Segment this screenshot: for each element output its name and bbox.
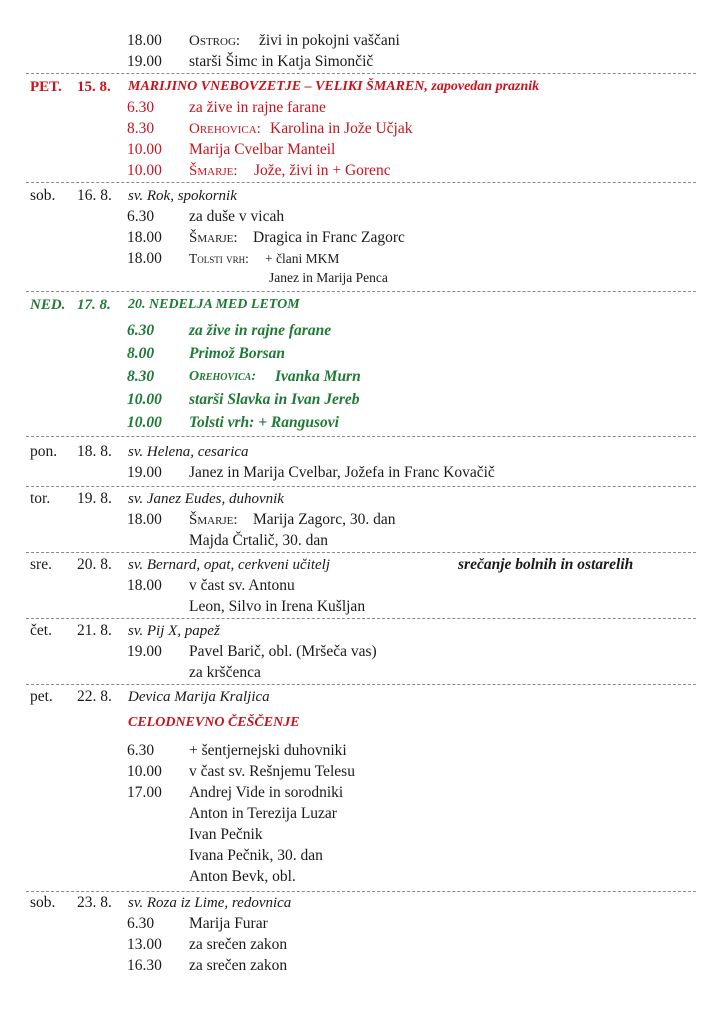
mass-intention: za duše v vicah — [189, 208, 285, 225]
day-feast: sv. Rok, spokornik — [128, 188, 237, 204]
mass-time: 18.00 — [127, 577, 162, 594]
mass-time: 18.00 — [127, 250, 162, 267]
day-subtitle: CELODNEVNO ČEŠČENJE — [128, 715, 300, 730]
mass-intention: živi in pokojni vaščani — [259, 32, 400, 49]
mass-intention: za srečen zakon — [189, 957, 288, 974]
mass-intention: Ivana Pečnik, 30. dan — [189, 847, 323, 864]
day-weekday: pon. — [30, 443, 58, 460]
mass-intention: Ivan Pečnik — [189, 826, 263, 843]
day-date: 23. 8. — [77, 894, 112, 911]
mass-time: 16.30 — [127, 957, 162, 974]
mass-time: 18.00 — [127, 511, 162, 528]
mass-time: 10.00 — [127, 141, 162, 158]
mass-intention: za žive in rajne farane — [189, 322, 332, 339]
mass-intention: Janez in Marija Cvelbar, Jožefa in Franc Kovačič — [189, 464, 495, 481]
mass-time: 18.00 — [127, 229, 162, 246]
row-separator — [26, 618, 696, 619]
mass-intention: v čast sv. Rešnjemu Telesu — [189, 763, 355, 780]
mass-intention: v čast sv. Antonu — [189, 577, 295, 594]
day-weekday: sob. — [30, 894, 56, 911]
mass-intention: za srečen zakon — [189, 936, 288, 953]
mass-time: 10.00 — [127, 391, 162, 408]
mass-time: 18.00 — [127, 32, 162, 49]
mass-time: 19.00 — [127, 53, 162, 70]
mass-intention: Ivanka Murn — [275, 368, 361, 385]
day-date: 20. 8. — [77, 556, 112, 573]
mass-intention: Leon, Silvo in Irena Kušljan — [189, 598, 366, 615]
day-weekday: NED. — [30, 297, 66, 313]
mass-intention: Dragica in Franc Zagorc — [253, 229, 405, 246]
mass-time: 8.30 — [127, 120, 155, 137]
row-separator — [26, 291, 696, 292]
mass-time: 6.30 — [127, 322, 155, 339]
day-date: 16. 8. — [77, 187, 112, 204]
mass-time: 10.00 — [127, 414, 162, 431]
mass-place: Šmarje: — [189, 512, 238, 528]
day-feast: 20. NEDELJA MED LETOM — [128, 297, 300, 312]
mass-intention: starši Slavka in Ivan Jereb — [189, 391, 360, 408]
mass-intention: Marija Zagorc, 30. dan — [253, 511, 396, 528]
mass-intention: Anton in Terezija Luzar — [189, 805, 337, 822]
row-separator — [26, 552, 696, 553]
row-separator — [26, 486, 696, 487]
day-weekday: sre. — [30, 556, 52, 573]
mass-time: 17.00 — [127, 784, 162, 801]
day-feast: sv. Pij X, papež — [128, 623, 220, 639]
row-separator — [26, 684, 696, 685]
mass-intention: Pavel Barič, obl. (Mršeča vas) — [189, 643, 377, 660]
mass-intention: Anton Bevk, obl. — [189, 868, 296, 885]
mass-intention: Majda Črtalič, 30. dan — [189, 532, 329, 549]
mass-time: 6.30 — [127, 208, 155, 225]
day-feast: sv. Roza iz Lime, redovnica — [128, 895, 292, 911]
mass-place: Tolsti vrh: — [189, 251, 249, 266]
mass-time: 8.00 — [127, 345, 155, 362]
mass-intention-extra: Janez in Marija Penca — [269, 270, 388, 285]
mass-intention: + šentjernejski duhovniki — [189, 742, 347, 759]
day-date: 19. 8. — [77, 490, 112, 507]
mass-intention: Primož Borsan — [189, 345, 286, 362]
mass-time: 10.00 — [127, 763, 162, 780]
mass-intention: starši Šimc in Katja Simončič — [189, 53, 374, 70]
mass-place: Ostrog: — [189, 33, 241, 49]
mass-time: 10.00 — [127, 162, 162, 179]
mass-intention: Tolsti vrh: + Rangusovi — [189, 414, 339, 431]
day-feast: Devica Marija Kraljica — [128, 689, 270, 705]
mass-time: 19.00 — [127, 643, 162, 660]
mass-time: 8.30 — [127, 368, 155, 385]
day-weekday: PET. — [30, 79, 62, 95]
mass-time: 6.30 — [127, 742, 155, 759]
row-separator — [26, 182, 696, 183]
day-note: srečanje bolnih in ostarelih — [458, 556, 634, 573]
row-separator — [26, 436, 696, 437]
day-feast: MARIJINO VNEBOVZETJE – VELIKI ŠMAREN, zapovedan praznik — [128, 79, 540, 94]
mass-intention: Jože, živi in + Gorenc — [254, 162, 391, 179]
mass-intention: + člani MKM — [265, 251, 340, 266]
mass-place: Šmarje: — [189, 230, 238, 246]
mass-time: 6.30 — [127, 99, 155, 116]
row-separator — [26, 891, 696, 892]
day-date: 21. 8. — [77, 622, 112, 639]
day-weekday: tor. — [30, 490, 51, 507]
row-separator — [26, 73, 696, 74]
mass-time: 6.30 — [127, 915, 155, 932]
mass-intention: Marija Furar — [189, 915, 268, 932]
mass-place: Šmarje: — [189, 163, 238, 179]
mass-intention: Marija Cvelbar Manteil — [189, 141, 336, 158]
mass-place: Orehovica: — [189, 121, 261, 137]
day-feast: sv. Janez Eudes, duhovnik — [128, 491, 284, 507]
day-date: 15. 8. — [77, 79, 111, 95]
mass-time: 19.00 — [127, 464, 162, 481]
mass-intention: Andrej Vide in sorodniki — [189, 784, 344, 801]
mass-time: 13.00 — [127, 936, 162, 953]
day-weekday: pet. — [30, 688, 53, 705]
day-weekday: sob. — [30, 187, 56, 204]
mass-intention: za krščenca — [189, 664, 261, 681]
day-date: 22. 8. — [77, 688, 112, 705]
mass-intention: za žive in rajne farane — [189, 99, 326, 116]
day-feast: sv. Helena, cesarica — [128, 444, 249, 460]
day-date: 18. 8. — [77, 443, 112, 460]
day-date: 17. 8. — [77, 297, 111, 313]
mass-intention: Karolina in Jože Učjak — [270, 120, 413, 137]
day-feast: sv. Bernard, opat, cerkveni učitelj — [128, 557, 331, 573]
mass-place: Orehovica: — [189, 369, 257, 384]
day-weekday: čet. — [30, 622, 52, 639]
